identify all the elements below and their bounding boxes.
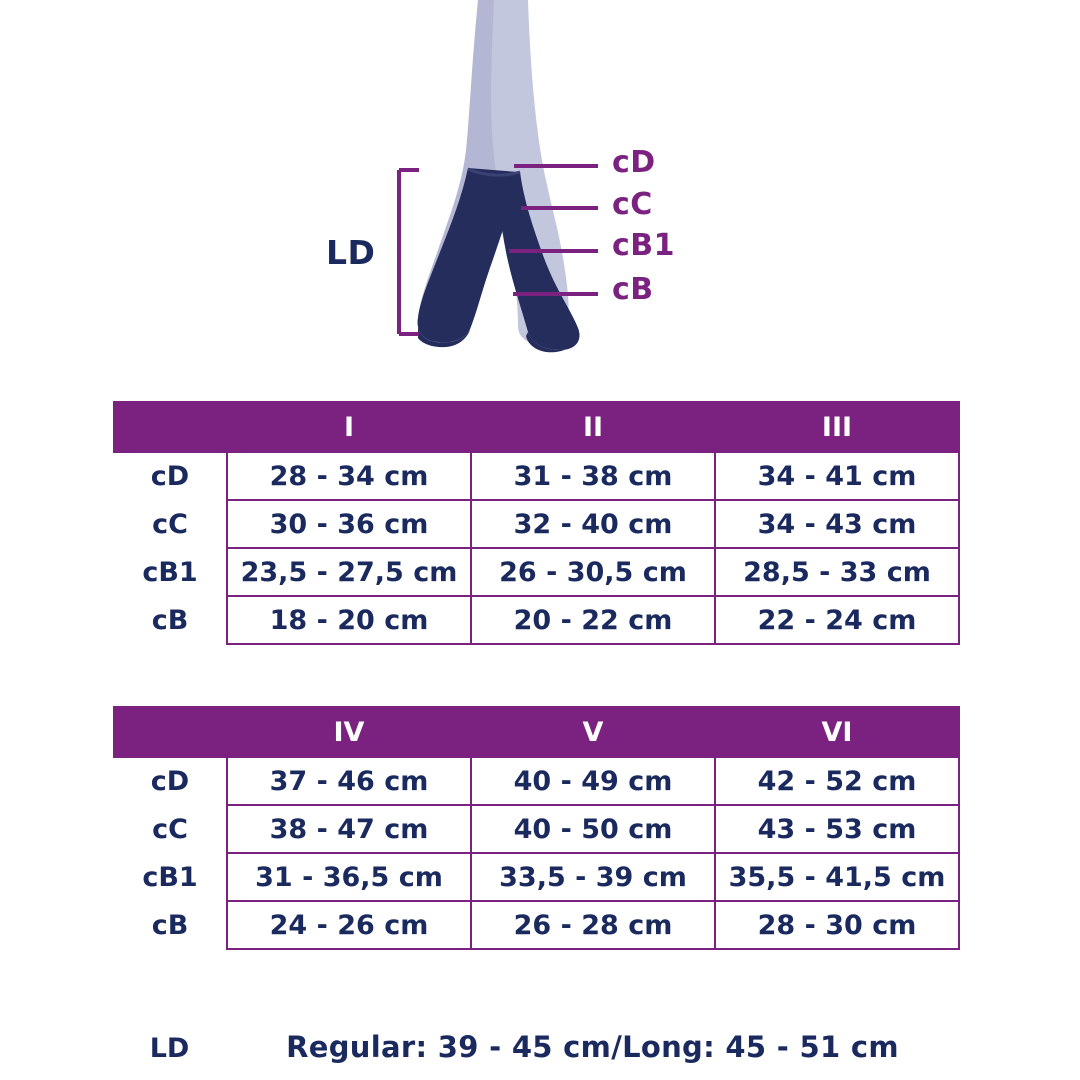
level-label-cC: cC <box>612 187 653 222</box>
table-row <box>114 548 959 596</box>
cell-cB1-II: 26 - 30,5 cm <box>471 548 715 596</box>
column-header-I: I <box>227 402 471 452</box>
cell-cB-VI: 28 - 30 cm <box>715 901 959 949</box>
cell-cC-II: 32 - 40 cm <box>471 500 715 548</box>
cell-cC-V: 40 - 50 cm <box>471 805 715 853</box>
table-corner-cell <box>114 402 227 452</box>
row-header-cD: cD <box>114 452 227 500</box>
row-header-cC: cC <box>114 500 227 548</box>
row-header-cB: cB <box>114 596 227 644</box>
size-table-1-wrapper <box>113 401 959 645</box>
column-header-VI: VI <box>715 707 959 757</box>
table-row <box>114 596 959 644</box>
level-label-cD: cD <box>612 145 656 180</box>
row-header-cB1: cB1 <box>114 548 227 596</box>
size-table-1 <box>113 401 960 645</box>
column-header-V: V <box>471 707 715 757</box>
cell-cB-II: 20 - 22 cm <box>471 596 715 644</box>
legs-diagram-svg <box>0 0 1080 375</box>
cell-cD-V: 40 - 49 cm <box>471 757 715 805</box>
ld-footer <box>113 1030 959 1064</box>
row-header-cC: cC <box>114 805 227 853</box>
level-label-cB: cB <box>612 272 654 307</box>
table-row <box>114 452 959 500</box>
table-row <box>114 901 959 949</box>
size-table-2-wrapper <box>113 706 959 950</box>
cell-cD-I: 28 - 34 cm <box>227 452 471 500</box>
column-header-III: III <box>715 402 959 452</box>
cell-cB1-V: 33,5 - 39 cm <box>471 853 715 901</box>
table-header-row <box>114 402 959 452</box>
cell-cB1-I: 23,5 - 27,5 cm <box>227 548 471 596</box>
cell-cB-IV: 24 - 26 cm <box>227 901 471 949</box>
cell-cB1-VI: 35,5 - 41,5 cm <box>715 853 959 901</box>
leg-measurement-illustration <box>0 0 1080 375</box>
cell-cC-I: 30 - 36 cm <box>227 500 471 548</box>
table-row <box>114 853 959 901</box>
cell-cB-I: 18 - 20 cm <box>227 596 471 644</box>
cell-cD-VI: 42 - 52 cm <box>715 757 959 805</box>
row-header-cB1: cB1 <box>114 853 227 901</box>
table-header-row <box>114 707 959 757</box>
table-row <box>114 500 959 548</box>
cell-cC-III: 34 - 43 cm <box>715 500 959 548</box>
cell-cB-III: 22 - 24 cm <box>715 596 959 644</box>
ld-bracket <box>399 170 419 334</box>
cell-cB1-III: 28,5 - 33 cm <box>715 548 959 596</box>
cell-cC-VI: 43 - 53 cm <box>715 805 959 853</box>
column-header-IV: IV <box>227 707 471 757</box>
cell-cB-V: 26 - 28 cm <box>471 901 715 949</box>
cell-cD-II: 31 - 38 cm <box>471 452 715 500</box>
level-label-cB1: cB1 <box>612 228 676 263</box>
ld-label: LD <box>326 233 376 272</box>
row-header-cB: cB <box>114 901 227 949</box>
column-header-II: II <box>471 402 715 452</box>
cell-cB1-IV: 31 - 36,5 cm <box>227 853 471 901</box>
cell-cD-III: 34 - 41 cm <box>715 452 959 500</box>
cell-cC-IV: 38 - 47 cm <box>227 805 471 853</box>
cell-cD-IV: 37 - 46 cm <box>227 757 471 805</box>
ld-footer-label: LD <box>149 1033 190 1064</box>
table-row <box>114 805 959 853</box>
row-header-cD: cD <box>114 757 227 805</box>
ld-footer-value: Regular: 39 - 45 cm/Long: 45 - 51 cm <box>286 1030 899 1064</box>
table-row <box>114 757 959 805</box>
table-corner-cell <box>114 707 227 757</box>
size-table-2 <box>113 706 960 950</box>
